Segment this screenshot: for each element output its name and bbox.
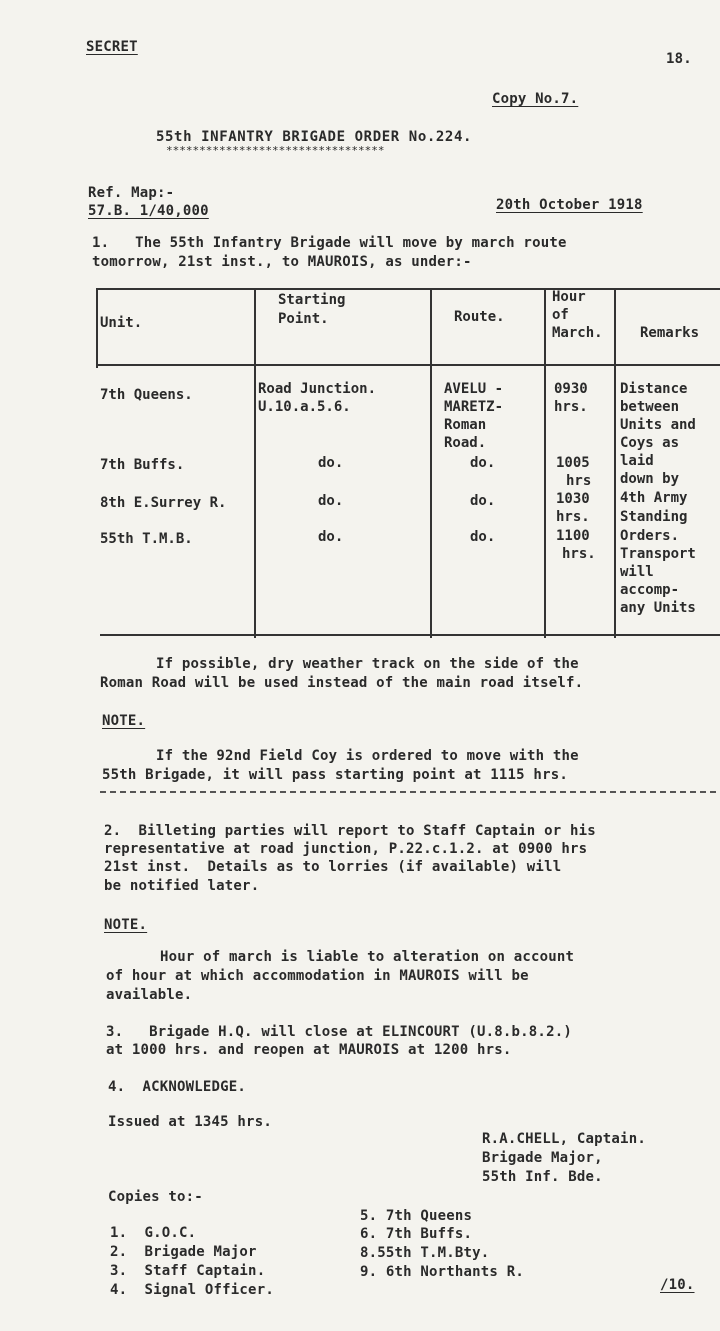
header-remarks: Remarks xyxy=(640,325,700,341)
order-date: 20th October 1918 xyxy=(496,197,643,213)
copy-item-6: 6. 7th Buffs. xyxy=(360,1226,473,1242)
header-hour-3: March. xyxy=(552,325,603,341)
remarks-line-9: Orders. xyxy=(620,528,680,544)
row4-hour-2: hrs. xyxy=(562,546,596,562)
section-divider xyxy=(100,791,716,793)
remarks-line-6: down by xyxy=(620,471,680,487)
row3-hour-1: 1030 xyxy=(556,491,590,507)
header-hour-1: Hour xyxy=(552,289,586,305)
header-route: Route. xyxy=(454,309,505,325)
row2-start: do. xyxy=(318,455,344,471)
copy-number: Copy No.7. xyxy=(492,91,579,107)
row1-route-2: MARETZ- xyxy=(444,399,504,415)
row3-route: do. xyxy=(470,493,496,509)
continuation-mark: /10. xyxy=(660,1277,695,1293)
remarks-line-2: between xyxy=(620,399,680,415)
row3-unit: 8th E.Surrey R. xyxy=(100,495,227,511)
remarks-line-5: laid xyxy=(620,453,654,469)
title-stars: ********************************* xyxy=(166,144,385,157)
table-header-rule xyxy=(96,364,720,366)
signature-name: R.A.CHELL, Captain. xyxy=(482,1131,646,1147)
note2-line3: available. xyxy=(106,987,193,1003)
ref-map-label: Ref. Map:- xyxy=(88,185,175,201)
copy-item-2: 2. Brigade Major xyxy=(110,1244,257,1260)
remarks-line-3: Units and xyxy=(620,417,696,433)
row1-start-2: U.10.a.5.6. xyxy=(258,399,351,415)
header-starting-point-2: Point. xyxy=(278,311,329,327)
row1-start-1: Road Junction. xyxy=(258,381,377,397)
table-col-rule-4 xyxy=(614,288,616,638)
remarks-line-10: Transport xyxy=(620,546,696,562)
note2-line2: of hour at which accommodation in MAUROIS will be xyxy=(106,968,529,984)
row4-start: do. xyxy=(318,529,344,545)
header-hour-2: of xyxy=(552,307,569,323)
para3-line2: at 1000 hrs. and reopen at MAUROIS at 1200 hrs. xyxy=(106,1042,512,1058)
remarks-line-13: any Units xyxy=(620,600,696,616)
note1-line2: 55th Brigade, it will pass starting point at 1115 hrs. xyxy=(102,767,568,783)
table-bottom-rule xyxy=(100,634,720,636)
remarks-line-7: 4th Army xyxy=(620,490,688,506)
copies-heading: Copies to:- xyxy=(108,1189,203,1205)
row2-unit: 7th Buffs. xyxy=(100,457,185,473)
remarks-line-4: Coys as xyxy=(620,435,680,451)
copy-item-3: 3. Staff Captain. xyxy=(110,1263,266,1279)
ref-map-sheet: 57.B. 1/40,000 xyxy=(88,203,209,219)
remarks-line-1: Distance xyxy=(620,381,688,397)
row1-route-3: Roman xyxy=(444,417,487,433)
header-starting-point-1: Starting xyxy=(278,292,346,308)
table-left-rule xyxy=(96,288,98,368)
track-line1: If possible, dry weather track on the side of the xyxy=(156,656,579,672)
row3-hour-2: hrs. xyxy=(556,509,590,525)
order-title: 55th INFANTRY BRIGADE ORDER No.224. xyxy=(156,129,473,145)
classification-mark: SECRET xyxy=(86,39,138,55)
track-line2: Roman Road will be used instead of the main road itself. xyxy=(100,675,584,691)
note2-heading: NOTE. xyxy=(104,917,148,933)
signature-rank: Brigade Major, xyxy=(482,1150,603,1166)
para3-line1: 3. Brigade H.Q. will close at ELINCOURT (U.8.b.8.2.) xyxy=(106,1024,572,1040)
copy-item-9: 9. 6th Northants R. xyxy=(360,1264,524,1280)
table-top-rule xyxy=(96,288,720,290)
remarks-line-8: Standing xyxy=(620,509,688,525)
para2-line4: be notified later. xyxy=(104,878,260,894)
row2-route: do. xyxy=(470,455,496,471)
issued-time: Issued at 1345 hrs. xyxy=(108,1114,272,1130)
row4-route: do. xyxy=(470,529,496,545)
signature-unit: 55th Inf. Bde. xyxy=(482,1169,603,1185)
note2-line1: Hour of march is liable to alteration on account xyxy=(160,949,575,965)
para2-line2: representative at road junction, P.22.c.1.2. at 0900 hrs xyxy=(104,841,588,857)
row1-route-4: Road. xyxy=(444,435,487,451)
row1-hour-2: hrs. xyxy=(554,399,588,415)
note1-heading: NOTE. xyxy=(102,713,146,729)
para2-line1: 2. Billeting parties will report to Staff Captain or his xyxy=(104,823,596,839)
remarks-line-11: will xyxy=(620,564,654,580)
header-unit: Unit. xyxy=(100,315,143,331)
table-col-rule-1 xyxy=(254,288,256,638)
page-number: 18. xyxy=(666,51,692,67)
row3-start: do. xyxy=(318,493,344,509)
para4-acknowledge: 4. ACKNOWLEDGE. xyxy=(108,1079,247,1095)
table-col-rule-2 xyxy=(430,288,432,638)
row1-route-1: AVELU - xyxy=(444,381,504,397)
row4-hour-1: 1100 xyxy=(556,528,590,544)
row2-hour-1: 1005 xyxy=(556,455,590,471)
remarks-line-12: accomp- xyxy=(620,582,680,598)
note1-line1: If the 92nd Field Coy is ordered to move with the xyxy=(156,748,579,764)
row1-hour-1: 0930 xyxy=(554,381,588,397)
row4-unit: 55th T.M.B. xyxy=(100,531,193,547)
para1-line2: tomorrow, 21st inst., to MAUROIS, as under:- xyxy=(92,254,472,270)
copy-item-4: 4. Signal Officer. xyxy=(110,1282,274,1298)
row2-hour-2: hrs xyxy=(566,473,592,489)
para2-line3: 21st inst. Details as to lorries (if available) will xyxy=(104,859,562,875)
copy-item-1: 1. G.O.C. xyxy=(110,1225,197,1241)
row1-unit: 7th Queens. xyxy=(100,387,193,403)
copy-item-8: 8.55th T.M.Bty. xyxy=(360,1245,490,1261)
para1-line1: 1. The 55th Infantry Brigade will move by march route xyxy=(92,235,567,251)
table-col-rule-3 xyxy=(544,288,546,638)
copy-item-5: 5. 7th Queens xyxy=(360,1208,473,1224)
